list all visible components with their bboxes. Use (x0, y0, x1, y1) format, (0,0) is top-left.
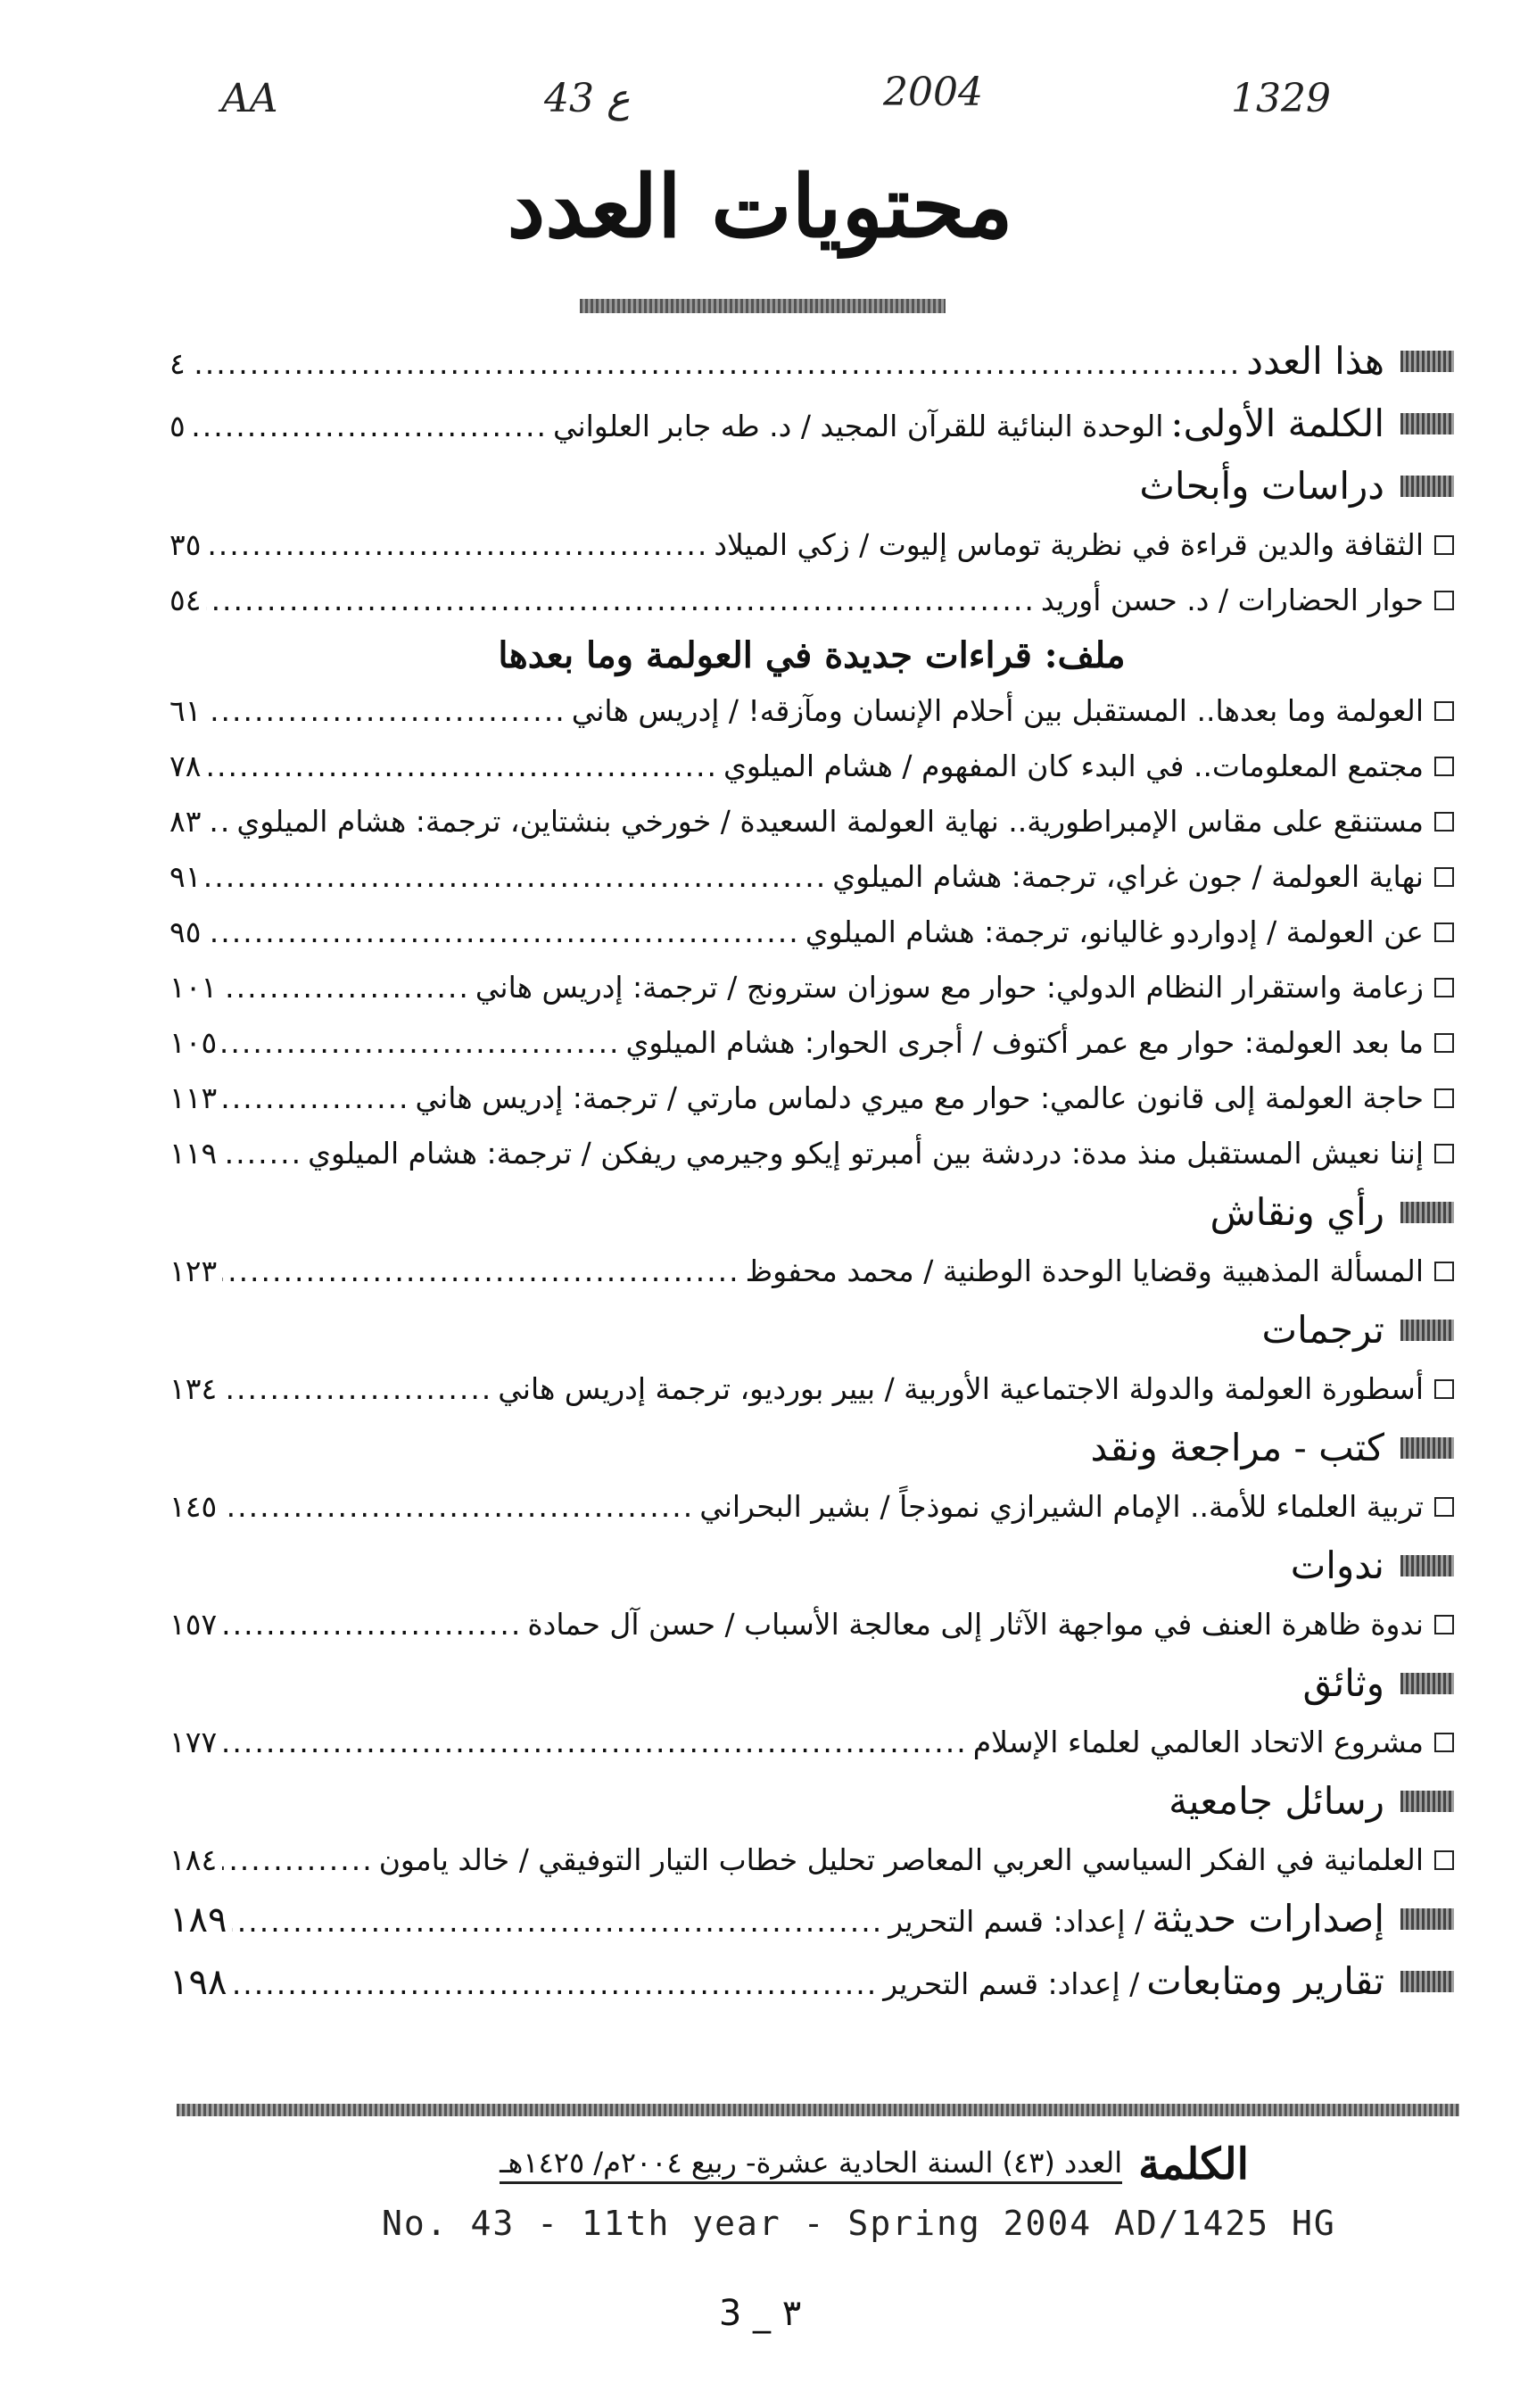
checkbox-icon (1434, 1850, 1454, 1870)
toc-entry (169, 683, 1454, 739)
section-marker-bar (1400, 1971, 1454, 1992)
section-subtitle: / إعداد: قسم التحرير (883, 1966, 1140, 2001)
section-marker-bar (1400, 1791, 1454, 1812)
dot-leader (222, 1015, 620, 1071)
section-title: ترجمات (1261, 1308, 1384, 1352)
issue-info-arabic: العدد (٤٣) السنة الحادية عشرة- ربيع ٢٠٠٤م/ ١٤٢٥هـ (500, 2146, 1122, 2184)
section-subtitle: / إعداد: قسم التحرير (888, 1904, 1145, 1939)
page-ref: ٧٨ (169, 749, 202, 783)
toc-entry (169, 794, 1454, 849)
section-title: الكلمة الأولى: (1170, 401, 1384, 445)
entry-title: أسطورة العولمة والدولة الاجتماعية الأوربية / بيير بورديو، ترجمة إدريس هاني (498, 1371, 1424, 1406)
checkbox-icon (1434, 978, 1454, 997)
page-ref: ١٧٧ (169, 1725, 218, 1759)
entry-title: حوار الحضارات / د. حسن أوريد (1040, 583, 1424, 617)
title-underline (580, 299, 946, 313)
section-title: رسائل جامعية (1169, 1779, 1384, 1823)
toc-entry (169, 1071, 1454, 1126)
entry-title: الثقافة والدين قراءة في نظرية توماس إليوت / زكي الميلاد (714, 527, 1424, 562)
entry-title: ندوة ظاهرة العنف في مواجهة الآثار إلى معالجة الأسباب / حسن آل حمادة (527, 1607, 1424, 1642)
dot-leader (206, 683, 566, 739)
checkbox-icon (1434, 535, 1454, 555)
page-ref: ٩١ (169, 859, 202, 894)
section-heading (169, 1888, 1454, 1950)
dot-leader (191, 333, 1242, 393)
page-ref: ١٨٤ (169, 1842, 218, 1877)
page-ref: ١٩٨ (169, 1962, 227, 2003)
entry-title: حاجة العولمة إلى قانون عالمي: حوار مع ميري دلماس مارتي / ترجمة: إدريس هاني (415, 1080, 1424, 1115)
toc-entry (169, 1015, 1454, 1071)
section-heading (169, 1417, 1454, 1479)
table-of-contents (169, 330, 1454, 2013)
section-marker-bar (1400, 1555, 1454, 1576)
checkbox-icon (1434, 1144, 1454, 1163)
entry-title: تربية العلماء للأمة.. الإمام الشيرازي نموذجاً / بشير البحراني (699, 1489, 1424, 1524)
toc-entry (169, 1479, 1454, 1535)
handwritten-note-4: 1329 (1231, 76, 1331, 121)
page-ref: ٥٤ (169, 583, 202, 617)
entry-title: إننا نعيش المستقبل منذ مدة: دردشة بين أمبرتو إيكو وجيرمي ريفكن / ترجمة: هشام الميلوي (308, 1136, 1424, 1171)
entry-title: زعامة واستقرار النظام الدولي: حوار مع سوزان سترونج / ترجمة: إدريس هاني (475, 970, 1424, 1005)
dot-leader (206, 573, 1035, 628)
section-marker-bar (1400, 1673, 1454, 1694)
section-marker-bar (1400, 1202, 1454, 1223)
page-ref: ٦١ (169, 693, 202, 728)
section-subtitle: الوحدة البنائية للقرآن المجيد / د. طه جابر العلواني (552, 409, 1164, 443)
handwritten-note-3: 2004 (883, 70, 983, 115)
dot-leader (222, 1597, 522, 1652)
checkbox-icon (1434, 1733, 1454, 1752)
entry-title: مستنقع على مقاس الإمبراطورية.. نهاية العولمة السعيدة / خورخي بنشتاين، ترجمة: هشام الميلوي (236, 804, 1424, 839)
toc-entry (169, 739, 1454, 794)
toc-entry (169, 1715, 1454, 1770)
page-ref: ٨٣ (169, 804, 202, 839)
checkbox-icon (1434, 591, 1454, 610)
page-ref: ١٣٤ (169, 1371, 218, 1406)
section-marker-bar (1400, 413, 1454, 434)
section-title: رأي ونقاش (1210, 1190, 1384, 1234)
toc-entry (169, 960, 1454, 1015)
section-title: كتب - مراجعة ونقد (1090, 1426, 1384, 1469)
dot-leader (222, 1244, 739, 1299)
section-title: ندوات (1290, 1543, 1384, 1587)
toc-entry (169, 1361, 1454, 1417)
section-heading (169, 455, 1454, 517)
section-heading (169, 1535, 1454, 1597)
checkbox-icon (1434, 1262, 1454, 1281)
toc-entry (169, 905, 1454, 960)
dot-leader (206, 849, 827, 905)
toc-entry (169, 1833, 1454, 1888)
page-ref: ١١٣ (169, 1080, 218, 1115)
dossier-title: ملف: قراءات جديدة في العولمة وما بعدها (498, 634, 1126, 676)
entry-title: المسألة المذهبية وقضايا الوحدة الوطنية / محمد محفوظ (745, 1254, 1424, 1288)
section-heading (169, 330, 1454, 393)
page-title: محتويات العدد (507, 156, 1013, 257)
dossier-heading (169, 628, 1454, 683)
checkbox-icon (1434, 1033, 1454, 1053)
page-ref: ٩٥ (169, 914, 202, 949)
section-title: هذا العدد (1246, 339, 1384, 383)
handwritten-note-1: AA (221, 76, 278, 121)
section-marker-bar (1400, 1908, 1454, 1930)
magazine-logo: الكلمة (1138, 2139, 1249, 2189)
checkbox-icon (1434, 812, 1454, 832)
entry-title: نهاية العولمة / جون غراي، ترجمة: هشام الميلوي (832, 859, 1424, 894)
page-ref: ٤ (169, 346, 186, 381)
page-ref: ١٥٧ (169, 1607, 218, 1642)
page-ref: ٥ (169, 409, 186, 443)
page-ref: ١٠٥ (169, 1025, 218, 1060)
checkbox-icon (1434, 1615, 1454, 1634)
section-heading (169, 1950, 1454, 2013)
footer-issue-line (357, 2139, 1249, 2189)
checkbox-icon (1434, 757, 1454, 776)
dot-leader (206, 905, 799, 960)
checkbox-icon (1434, 1088, 1454, 1108)
dot-leader (222, 1361, 492, 1417)
dot-leader (222, 1715, 968, 1770)
page-number: 3 _ ٣ (718, 2293, 802, 2334)
section-heading (169, 1770, 1454, 1833)
section-heading (169, 393, 1454, 455)
page-ref: ٣٥ (169, 527, 202, 562)
dot-leader (222, 1833, 374, 1888)
entry-title: مجتمع المعلومات.. في البدء كان المفهوم / هشام الميلوي (723, 749, 1424, 783)
entry-title: العولمة وما بعدها.. المستقبل بين أحلام الإنسان ومآزقه! / إدريس هاني (571, 693, 1424, 728)
section-heading (169, 1181, 1454, 1244)
entry-title: مشروع الاتحاد العالمي لعلماء الإسلام (972, 1725, 1424, 1759)
dot-leader (222, 1479, 694, 1535)
dot-leader (206, 739, 718, 794)
section-title: تقارير ومتابعات (1146, 1959, 1384, 2003)
entry-title: ما بعد العولمة: حوار مع عمر أكتوف / أجرى الحوار: هشام الميلوي (625, 1025, 1424, 1060)
toc-entry (169, 1597, 1454, 1652)
dot-leader (222, 1126, 302, 1181)
dot-leader (222, 1071, 409, 1126)
page-ref: ١٨٩ (169, 1899, 227, 1940)
section-marker-bar (1400, 476, 1454, 497)
entry-title: عن العولمة / إدواردو غاليانو، ترجمة: هشام الميلوي (805, 914, 1424, 949)
dot-leader (222, 960, 470, 1015)
checkbox-icon (1434, 1379, 1454, 1399)
section-marker-bar (1400, 351, 1454, 372)
section-heading (169, 1652, 1454, 1715)
issue-info-english: No. 43 - 11th year - Spring 2004 AD/1425 HG (382, 2204, 1336, 2243)
page-ref: ١٤٥ (169, 1489, 218, 1524)
toc-entry (169, 517, 1454, 573)
bottom-divider (177, 2104, 1459, 2116)
dot-leader (206, 794, 231, 849)
page-ref: ١٠١ (169, 970, 218, 1005)
checkbox-icon (1434, 867, 1454, 887)
section-marker-bar (1400, 1320, 1454, 1341)
toc-entry (169, 1244, 1454, 1299)
dot-leader (232, 1891, 883, 1950)
toc-entry (169, 849, 1454, 905)
section-title: دراسات وأبحاث (1139, 464, 1384, 508)
page-ref: ١١٩ (169, 1136, 218, 1171)
checkbox-icon (1434, 701, 1454, 721)
toc-entry (169, 573, 1454, 628)
section-title: إصدارات حديثة (1152, 1897, 1384, 1940)
section-heading (169, 1299, 1454, 1361)
checkbox-icon (1434, 1497, 1454, 1517)
entry-title: العلمانية في الفكر السياسي العربي المعاصر تحليل خطاب التيار التوفيقي / خالد يامون (378, 1842, 1424, 1877)
page-ref: ١٢٣ (169, 1254, 218, 1288)
dot-leader (232, 1953, 878, 2013)
dot-leader (206, 517, 708, 573)
handwritten-note-2: 43 ع (544, 76, 631, 121)
section-marker-bar (1400, 1437, 1454, 1459)
checkbox-icon (1434, 923, 1454, 942)
section-title: وثائق (1302, 1661, 1384, 1705)
dot-leader (191, 395, 548, 455)
toc-entry (169, 1126, 1454, 1181)
